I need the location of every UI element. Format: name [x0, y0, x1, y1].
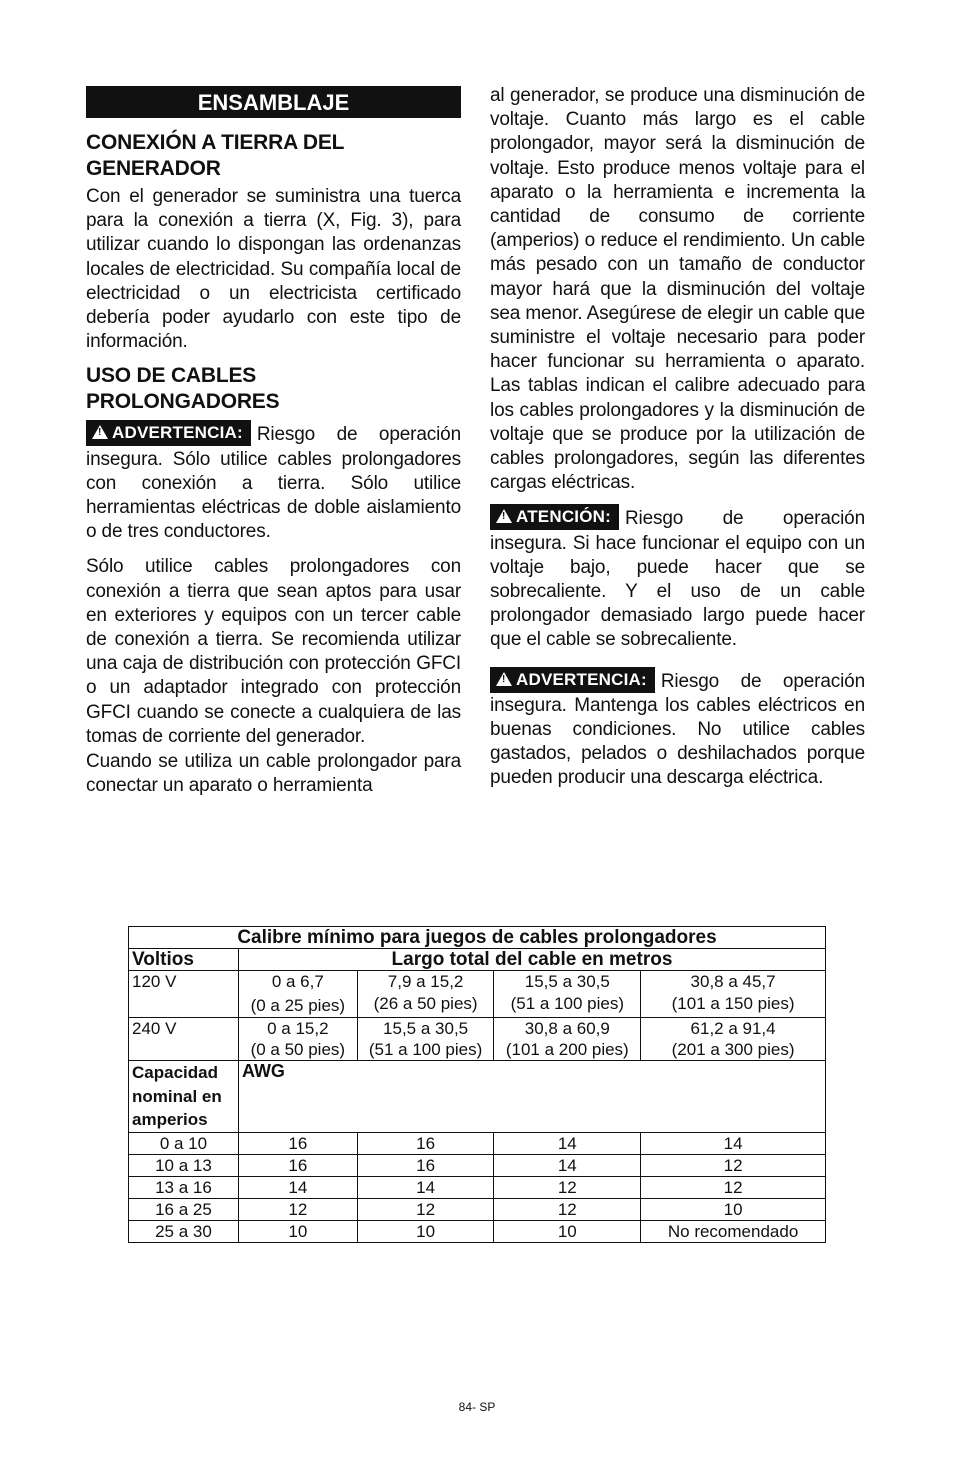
warning-icon — [92, 425, 108, 439]
table-cell: 16 — [357, 1132, 494, 1154]
table-cell: 7,9 a 15,2 (26 a 50 pies) — [357, 971, 494, 1018]
table-cell: 12 — [641, 1176, 826, 1198]
table-cell: 0 a 15,2 (0 a 50 pies) — [238, 1018, 357, 1061]
table-row — [129, 1198, 826, 1220]
table-cell: 10 — [357, 1220, 494, 1242]
table-row — [129, 1132, 826, 1154]
amp-header: Capacidad nominal en amperios — [129, 1061, 239, 1133]
paragraph-voltage-drop: al generador, se produce una disminución de voltaje. Cuanto más largo es el cable prolongador, mayor será la disminución de voltaje. Esto produce menos voltaje para el aparato o la herramienta e incrementa la cantidad de consumo de corriente (amperios) o reduce el rendimiento. Un cable más pesado con un tamaño de conductor mayor hará que la disminución del voltaje sea menor. Asegúrese de elegir un cable que suministre el voltaje necesario para poder hacer funcionar su herramienta o aparato. Las tablas indican el calibre adecuado para los cables prolongadores y la disminución de voltaje que se produce por la utilización de cables prolongadores, según las diferentes cargas eléctricas. — [490, 85, 865, 494]
table-header-row — [129, 949, 826, 971]
paragraph-grounding: Con el generador se suministra una tuerca para la conexión a tierra (X, Fig. 3), para utilizar cuando lo dispongan las ordenanzas locales de electricidad. Su compañía local de electricidad o un electricista certificado debería poder ayudarlo con este tipo de información. — [86, 186, 461, 353]
table-cell: 13 a 16 — [129, 1176, 239, 1198]
table-cell: 10 — [641, 1198, 826, 1220]
table-cell: 16 — [238, 1154, 357, 1176]
left-column — [86, 84, 461, 798]
table-cell: 30,8 a 60,9 (101 a 200 pies) — [494, 1018, 641, 1061]
table-amp-header-row — [129, 1061, 826, 1133]
caution-badge: !ATENCIÓN: — [490, 504, 619, 530]
table-cell: 12 — [641, 1154, 826, 1176]
table-cell: 10 a 13 — [129, 1154, 239, 1176]
table-cell: 0 a 6,7 (0 a 25 pies) — [238, 971, 357, 1018]
table-cell: 16 — [238, 1132, 357, 1154]
heading-grounding: CONEXIÓN A TIERRA DEL GENERADOR — [86, 131, 344, 180]
awg-header: AWG — [238, 1061, 825, 1133]
table-cell: 15,5 a 30,5 (51 a 100 pies) — [494, 971, 641, 1018]
paragraph-extension-use: Cuando se utiliza un cable prolongador para conectar un aparato o herramienta — [86, 751, 461, 797]
warning-icon — [496, 672, 512, 686]
table-cell: 14 — [494, 1132, 641, 1154]
table-title: Calibre mínimo para juegos de cables prolongadores — [129, 927, 826, 949]
table-cell: 16 a 25 — [129, 1198, 239, 1220]
caution-text: Riesgo de operación insegura. Si hace funcionar el equipo con un voltaje bajo, puede hacer que se sobrecaliente. Y el uso de un cable prolongador demasiado largo puede hacer que el cable se sobrecaliente. — [490, 508, 865, 651]
warning-text: Riesgo de operación insegura. Mantenga los cables eléctricos en buenas condiciones. No utilice cables gastados, pelados o deshilachados porque pueden producir una descarga eléctrica. — [490, 670, 865, 789]
table-cell: 12 — [238, 1198, 357, 1220]
page-number: 84- SP — [458, 1400, 496, 1414]
volts-240: 240 V — [129, 1018, 239, 1061]
table-cell: 25 a 30 — [129, 1220, 239, 1242]
table-row — [129, 1154, 826, 1176]
warning-paragraph-2 — [490, 667, 865, 791]
paragraph-gfci: Sólo utilice cables prolongadores con conexión a tierra que sean aptos para usar en exteriores y equipos con un tercer cable de conexión a tierra. Se recomienda utilizar una caja de distribución con protección GFCI o un adaptador integrado con protección GFCI cuando se conecte a cualquiera de las tomas de corriente del generador. — [86, 556, 461, 747]
table-cell: No recomendado — [641, 1220, 826, 1242]
right-column — [490, 84, 865, 791]
table-cell: 16 — [357, 1154, 494, 1176]
volts-header: Voltios — [129, 949, 239, 971]
table-row — [129, 1176, 826, 1198]
table-cell: 0 a 10 — [129, 1132, 239, 1154]
warning-text: Riesgo de operación insegura. Sólo utilice cables prolongadores con conexión a tierra. Sólo utilice herramientas eléctricas de doble aislamiento o de tres conductores. — [86, 424, 461, 543]
table-cell: 15,5 a 30,5 (51 a 100 pies) — [357, 1018, 494, 1061]
table-cell: 14 — [494, 1154, 641, 1176]
table-row-240v — [129, 1018, 826, 1061]
table-row-120v — [129, 971, 826, 1018]
awg-table — [128, 926, 826, 1243]
table-cell: 12 — [494, 1176, 641, 1198]
table-cell: 10 — [494, 1220, 641, 1242]
table-cell: 14 — [238, 1176, 357, 1198]
table-cell: 12 — [494, 1198, 641, 1220]
table-cell: 61,2 a 91,4 (201 a 300 pies) — [641, 1018, 826, 1061]
length-header: Largo total del cable en metros — [238, 949, 825, 971]
section-title: ENSAMBLAJE — [86, 86, 461, 118]
table-cell: 30,8 a 45,7 (101 a 150 pies) — [641, 971, 826, 1018]
table-cell: 14 — [641, 1132, 826, 1154]
warning-icon — [496, 509, 512, 523]
table-cell: 10 — [238, 1220, 357, 1242]
caution-paragraph — [490, 504, 865, 652]
volts-120: 120 V — [129, 971, 239, 1018]
warning-badge: !ADVERTENCIA: — [86, 420, 251, 446]
table-row — [129, 1220, 826, 1242]
heading-extension-cords: USO DE CABLES PROLONGADORES — [86, 364, 280, 414]
warning-paragraph-1 — [86, 420, 461, 544]
table-title-row — [129, 927, 826, 949]
table-cell: 14 — [357, 1176, 494, 1198]
warning-badge: !ADVERTENCIA: — [490, 667, 655, 693]
table-cell: 12 — [357, 1198, 494, 1220]
